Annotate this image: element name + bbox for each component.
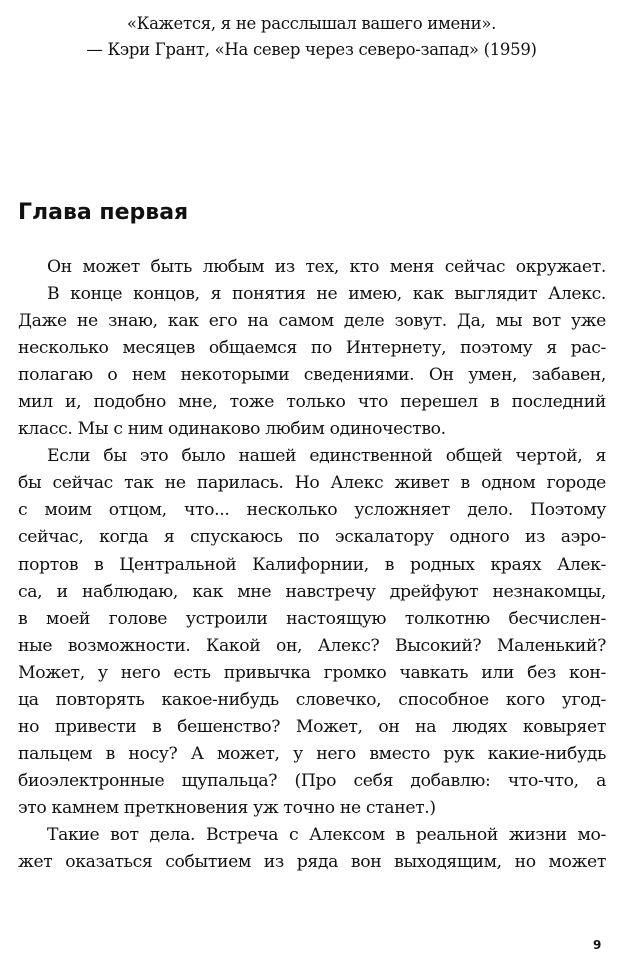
text-line: Может, у него есть привычка громко чавкать или без кон- [18, 662, 606, 683]
epigraph-quote: «Кажется, я не расслышал вашего имени». [126, 14, 497, 33]
epigraph [0, 11, 623, 63]
epigraph-attribution: — Кэри Грант, «На север через северо-запад» (1959) [86, 40, 537, 59]
text-line: портов в Центральной Калифорнии, в родных краях Алек- [18, 554, 606, 575]
page-number: 9 [593, 938, 602, 952]
text-line: мил и, подобно мне, тоже только что перешел в последний [18, 392, 606, 413]
text-line: полагаю о нем некоторыми сведениями. Он умен, забавен, [18, 365, 606, 386]
text-line: с моим отцом, что... несколько усложняет дело. Поэтому [18, 500, 606, 521]
text-line: сейчас, когда я спускаюсь по эскалатору одного из аэро- [18, 527, 606, 548]
text-line: ные возможности. Какой он, Алекс? Высокий? Маленький? [18, 635, 606, 656]
text-line: класс. Мы с ним одинаково любим одиночество. [18, 419, 446, 440]
text-line: Если бы это было нашей единственной общей чертой, я [47, 446, 606, 467]
text-line: Он может быть любым из тех, кто меня сейчас окружает. [47, 257, 606, 277]
text-line: это камнем преткновения уж точно не станет.) [18, 797, 436, 818]
chapter-title: Глава первая [18, 200, 189, 225]
text-line: жет оказаться событием из ряда вон выходящим, но может [18, 852, 606, 873]
text-line: но привести в бешенство? Может, он на людях ковыряет [18, 716, 606, 737]
text-line: В конце концов, я понятия не имею, как выглядит Алекс. [47, 284, 606, 305]
text-line: пальцем в носу? А может, у него вместо рук какие-нибудь [18, 743, 606, 764]
text-line: Даже не знаю, как его на самом деле зовут. Да, мы вот уже [18, 311, 606, 332]
text-line: са, и наблюдаю, как мне навстречу дрейфуют незнакомцы, [18, 581, 606, 602]
text-line: бы сейчас так не парилась. Но Алекс живет в одном городе [18, 473, 606, 494]
text-line: ца повторять какое-нибудь словечко, способное кого угод- [18, 689, 606, 710]
chapter-body [18, 254, 606, 876]
text-line: в моей голове устроили настоящую толкотню бесчислен- [18, 608, 606, 629]
text-line: Такие вот дела. Встреча с Алексом в реальной жизни мо- [47, 824, 606, 845]
text-line: несколько месяцев общаемся по Интернету, поэтому я рас- [18, 338, 606, 359]
text-line: биоэлектронные щупальца? (Про себя добавлю: что-что, а [18, 770, 606, 791]
